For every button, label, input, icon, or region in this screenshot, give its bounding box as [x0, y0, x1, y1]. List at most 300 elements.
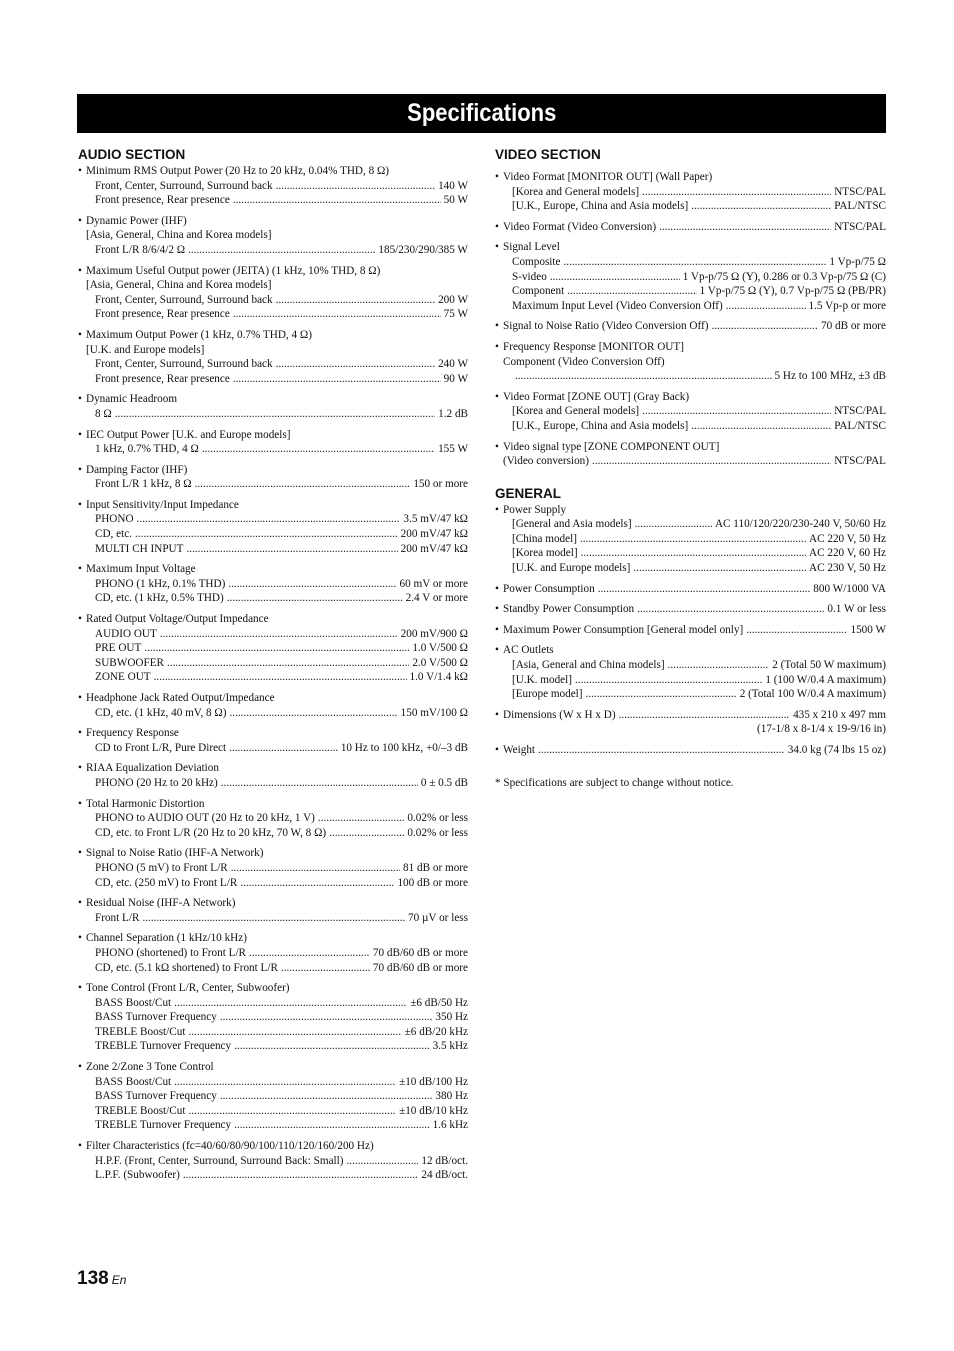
spec-value: 380 Hz: [435, 1090, 468, 1103]
spec-value: 150 or more: [413, 478, 468, 491]
spec-heading: • Damping Factor (IHF): [78, 463, 468, 478]
spec-label: [General and Asia models]: [512, 518, 632, 531]
leader-dots: [329, 826, 404, 841]
spec-heading-row: [495, 602, 886, 617]
spec-row: [78, 961, 468, 976]
spec-label: ZONE OUT: [95, 671, 151, 684]
leader-dots: [174, 996, 407, 1011]
spec-value: 1 Vp-p/75 Ω (Y), 0.7 Vp-p/75 Ω (PB/PR): [699, 285, 886, 298]
leader-dots: [137, 512, 401, 527]
leader-dots: [231, 861, 400, 876]
spec-row: [78, 1154, 468, 1169]
spec-row: [78, 527, 468, 542]
leader-dots: [233, 372, 441, 387]
spec-label: BASS Turnover Frequency: [95, 1090, 217, 1103]
spec-label: AUDIO OUT: [95, 627, 157, 640]
spec-row: [495, 517, 886, 532]
spec-value: AC 110/120/220/230-240 V, 50/60 Hz: [714, 518, 886, 531]
spec-value: 60 mV or more: [399, 577, 468, 590]
leader-dots: [347, 1154, 419, 1169]
spec-value: PAL/NTSC: [834, 419, 886, 432]
spec-heading: • Video Format [MONITOR OUT] (Wall Paper): [495, 170, 886, 185]
spec-item: [78, 612, 468, 685]
spec-row: [78, 741, 468, 756]
spec-item: [78, 562, 468, 606]
spec-label: Front L/R 1 kHz, 8 Ω: [95, 478, 192, 491]
spec-subheading: [Asia, General, China and Korea models]: [86, 229, 272, 242]
page-language: En: [111, 1273, 127, 1287]
spec-heading: • Minimum RMS Output Power (20 Hz to 20 kHz, 0.04% THD, 8 Ω): [78, 164, 468, 179]
spec-item: [78, 214, 468, 258]
leader-dots: [115, 407, 435, 422]
spec-heading: • Power Supply: [495, 503, 886, 518]
spec-heading: • Signal to Noise Ratio (IHF-A Network): [78, 846, 468, 861]
spec-row: [78, 307, 468, 322]
spec-label: • Video Format (Video Conversion): [503, 220, 657, 233]
spec-value: 34.0 kg (74 lbs 15 oz): [787, 744, 886, 756]
spec-heading: • Maximum Output Power (1 kHz, 0.7% THD, 4 Ω): [78, 328, 468, 343]
spec-value: 150 mV/100 Ω: [400, 706, 468, 719]
spec-label: Front, Center, Surround, Surround back: [95, 179, 273, 192]
leader-dots: [188, 1104, 396, 1119]
spec-value: ±10 dB/100 Hz: [399, 1075, 468, 1088]
spec-heading: • Filter Characteristics (fc=40/60/80/90/100/110/120/160/200 Hz): [78, 1139, 468, 1154]
spec-heading: • Maximum Input Voltage: [78, 562, 468, 577]
spec-value: 0.1 W or less: [827, 603, 886, 616]
spec-value: 1 Vp-p/75 Ω (Y), 0.286 or 0.3 Vp-p/75 Ω (C): [682, 270, 886, 283]
spec-value: 200 W: [438, 293, 468, 306]
spec-label: TREBLE Boost/Cut: [95, 1025, 186, 1038]
title-banner: [77, 94, 886, 133]
spec-label: PHONO to AUDIO OUT (20 Hz to 20 kHz, 1 V): [95, 812, 315, 825]
spec-value: 800 W/1000 VA: [813, 582, 886, 595]
spec-label: [Korea and General models]: [512, 405, 640, 418]
spec-row: [78, 1025, 468, 1040]
leader-dots: [174, 1075, 396, 1090]
spec-value: 1.6 kHz: [432, 1119, 468, 1132]
spec-label: • Weight: [503, 744, 536, 756]
spec-row: [78, 1039, 468, 1054]
spec-value: 2 (Total 100 W/0.4 A maximum): [739, 688, 886, 701]
spec-value: 1 (100 W/0.4 A maximum): [765, 673, 886, 686]
spec-heading-row: [495, 319, 886, 334]
leader-dots: [746, 623, 847, 638]
spec-label: CD, etc. (250 mV) to Front L/R: [95, 876, 238, 889]
leader-dots: [538, 743, 785, 758]
spec-heading-row: [495, 743, 886, 758]
leader-dots: [642, 185, 831, 200]
spec-heading-row: [495, 220, 886, 235]
leader-dots: [229, 741, 338, 756]
spec-row: [495, 546, 886, 561]
spec-heading: • Video signal type [ZONE COMPONENT OUT]: [495, 440, 886, 455]
spec-row: [495, 284, 886, 299]
spec-value: AC 220 V, 60 Hz: [809, 547, 886, 560]
spec-value: 200 mV/47 kΩ: [400, 528, 468, 541]
spec-item: [495, 240, 886, 313]
spec-row: [495, 419, 886, 434]
spec-value: NTSC/PAL: [834, 405, 886, 418]
spec-item: [78, 981, 468, 1054]
spec-row: [495, 299, 886, 314]
spec-value: 12 dB/oct.: [421, 1154, 468, 1167]
spec-item: [78, 896, 468, 925]
left-column: [78, 146, 468, 1183]
spec-heading: • Dynamic Power (IHF): [78, 214, 468, 229]
spec-value: NTSC/PAL: [834, 455, 886, 468]
spec-value: 50 W: [443, 194, 468, 207]
spec-value: 90 W: [443, 372, 468, 385]
spec-label: CD, etc. (1 kHz, 0.5% THD): [95, 592, 224, 605]
spec-row: [495, 404, 886, 419]
spec-item: [495, 743, 886, 758]
leader-dots: [221, 776, 418, 791]
spec-row: [495, 185, 886, 200]
spec-label: BASS Turnover Frequency: [95, 1011, 217, 1024]
spec-value: 200 mV/900 Ω: [400, 627, 468, 640]
leader-dots: [276, 293, 435, 308]
spec-row: [78, 477, 468, 492]
spec-row: [78, 357, 468, 372]
spec-label: [Korea and General models]: [512, 185, 640, 198]
spec-row: [78, 706, 468, 721]
spec-item: [495, 503, 886, 576]
spec-label: Maximum Input Level (Video Conversion Off): [512, 299, 723, 312]
spec-value: 81 dB or more: [403, 861, 468, 874]
spec-row: [78, 512, 468, 527]
leader-dots: [581, 546, 806, 561]
spec-item: [495, 582, 886, 597]
leader-dots: [188, 1025, 401, 1040]
spec-row: [495, 673, 886, 688]
spec-item: [78, 463, 468, 492]
spec-subheading: [U.K. and Europe models]: [86, 343, 205, 356]
leader-dots: [240, 876, 394, 891]
leader-dots: [281, 961, 370, 976]
spec-label: • Standby Power Consumption: [503, 603, 635, 616]
spec-value: PAL/NTSC: [834, 200, 886, 213]
spec-value: 240 W: [438, 358, 468, 371]
spec-label: PHONO (20 Hz to 20 kHz): [95, 776, 218, 789]
spec-label: [Europe model]: [512, 688, 583, 701]
spec-item: [78, 392, 468, 421]
leader-dots: [711, 319, 818, 334]
right-column: [495, 146, 886, 790]
leader-dots: [580, 532, 806, 547]
spec-label: SUBWOOFER: [95, 656, 164, 669]
spec-row: [495, 199, 886, 214]
leader-dots: [154, 670, 407, 685]
spec-subheading: [Asia, General, China and Korea models]: [86, 279, 272, 292]
spec-value: 1.2 dB: [438, 407, 468, 420]
spec-heading-row: [495, 582, 886, 597]
spec-label: TREBLE Boost/Cut: [95, 1104, 186, 1117]
spec-label: Front presence, Rear presence: [95, 194, 230, 207]
spec-label: Component: [512, 285, 565, 298]
leader-dots: [249, 946, 370, 961]
leader-dots: [227, 591, 403, 606]
leader-dots: [183, 1168, 419, 1183]
spec-heading: • Residual Noise (IHF-A Network): [78, 896, 468, 911]
spec-label: CD to Front L/R, Pure Direct: [95, 741, 227, 754]
spec-row: [78, 179, 468, 194]
spec-row: [78, 1168, 468, 1183]
spec-item: [78, 761, 468, 790]
spec-value: 155 W: [438, 443, 468, 456]
spec-heading: • Signal Level: [495, 240, 886, 255]
spec-heading: • Frequency Response [MONITOR OUT]: [495, 340, 886, 355]
leader-dots: [598, 582, 811, 597]
leader-dots: [233, 193, 441, 208]
spec-item: [495, 623, 886, 638]
spec-item: [78, 691, 468, 720]
spec-value: 1.5 Vp-p or more: [808, 299, 886, 312]
spec-label: CD, etc. (5.1 kΩ shortened) to Front L/R: [95, 961, 278, 974]
video-spec-list: [495, 170, 886, 469]
spec-label: • Maximum Power Consumption [General model only]: [503, 623, 744, 636]
leader-dots: [220, 1010, 433, 1025]
spec-value: 5 Hz to 100 MHz, ±3 dB: [774, 370, 886, 383]
spec-label: • Dimensions (W x H x D): [503, 708, 616, 721]
leader-dots: [229, 706, 397, 721]
spec-label: [U.K., Europe, China and Asia models]: [512, 200, 689, 213]
leader-dots: [135, 527, 398, 542]
spec-value: 10 Hz to 100 kHz, +0/–3 dB: [340, 741, 468, 754]
spec-row: [78, 577, 468, 592]
spec-row: [78, 193, 468, 208]
spec-row: [78, 372, 468, 387]
spec-row: [78, 861, 468, 876]
leader-dots: [186, 542, 397, 557]
spec-value: 3.5 kHz: [432, 1040, 468, 1053]
spec-label: • Signal to Noise Ratio (Video Conversion Off): [503, 320, 709, 333]
audio-spec-list: [78, 164, 468, 1183]
spec-label: Front, Center, Surround, Surround back: [95, 358, 273, 371]
spec-value: 70 dB/60 dB or more: [372, 961, 468, 974]
spec-value: 185/230/290/385 W: [378, 243, 468, 256]
spec-label: TREBLE Turnover Frequency: [95, 1119, 232, 1132]
spec-row: [495, 687, 886, 702]
spec-row: [78, 1118, 468, 1133]
spec-label: Front L/R: [95, 911, 140, 924]
leader-dots: [234, 1118, 429, 1133]
spec-value: 0 ± 0.5 dB: [420, 776, 468, 789]
spec-value: 100 dB or more: [397, 876, 468, 889]
spec-value: 2.4 V or more: [405, 592, 468, 605]
leader-dots: [726, 299, 806, 314]
spec-row: [78, 656, 468, 671]
spec-item: [495, 319, 886, 334]
spec-label: BASS Boost/Cut: [95, 1075, 172, 1088]
spec-value: 350 Hz: [435, 1011, 468, 1024]
page-number: [77, 1268, 126, 1290]
spec-label: (Video conversion): [503, 455, 590, 468]
spec-heading: • Dynamic Headroom: [78, 392, 468, 407]
spec-item: [495, 708, 886, 737]
spec-row: [78, 542, 468, 557]
leader-dots: [276, 357, 435, 372]
spec-value: NTSC/PAL: [834, 185, 886, 198]
spec-value: ±10 dB/10 kHz: [399, 1104, 468, 1117]
page-number-value: 138: [77, 1268, 109, 1289]
leader-dots: [575, 673, 762, 688]
spec-label: BASS Boost/Cut: [95, 996, 172, 1009]
spec-value: NTSC/PAL: [834, 220, 886, 233]
spec-heading: • Maximum Useful Output power (JEITA) (1 kHz, 10% THD, 8 Ω): [78, 264, 468, 279]
leader-dots: [228, 577, 396, 592]
spec-label: S-video: [512, 270, 547, 283]
spec-item: [495, 170, 886, 214]
spec-item: [495, 602, 886, 617]
video-section-heading: VIDEO SECTION: [495, 147, 601, 162]
spec-heading-row: [495, 708, 886, 723]
spec-value: 1.0 V/500 Ω: [412, 642, 468, 655]
spec-item: [495, 220, 886, 235]
spec-value: 70 dB/60 dB or more: [372, 946, 468, 959]
leader-dots: [668, 658, 770, 673]
spec-label: PHONO (5 mV) to Front L/R: [95, 861, 228, 874]
leader-dots: [142, 911, 405, 926]
spec-item: [78, 931, 468, 975]
spec-label: Front presence, Rear presence: [95, 308, 230, 321]
spec-label: CD, etc. (1 kHz, 40 mV, 8 Ω): [95, 706, 227, 719]
spec-label: [China model]: [512, 532, 577, 545]
leader-dots: [276, 179, 435, 194]
general-section-heading: GENERAL: [495, 485, 562, 501]
spec-subheading: Component (Video Conversion Off): [503, 355, 665, 368]
spec-row: [78, 996, 468, 1011]
spec-value: 1 Vp-p/75 Ω: [829, 255, 886, 268]
spec-label: 8 Ω: [95, 407, 112, 420]
spec-label: TREBLE Turnover Frequency: [95, 1040, 232, 1053]
leader-dots: [202, 442, 435, 457]
spec-row: [495, 532, 886, 547]
spec-label: PHONO (1 kHz, 0.1% THD): [95, 577, 226, 590]
spec-row: [495, 369, 886, 384]
spec-item: [495, 340, 886, 384]
leader-dots: [635, 517, 712, 532]
leader-dots: [592, 454, 831, 469]
leader-dots: [619, 708, 790, 723]
spec-value: 200 mV/47 kΩ: [400, 542, 468, 555]
spec-value: 70 µV or less: [407, 911, 468, 924]
leader-dots: [515, 369, 772, 384]
spec-item: [78, 498, 468, 556]
spec-item: [495, 440, 886, 469]
leader-dots: [233, 307, 441, 322]
spec-value: 2 (Total 50 W maximum): [772, 659, 886, 672]
spec-item: [78, 797, 468, 841]
page-title: Specifications: [406, 99, 557, 127]
leader-dots: [234, 1039, 429, 1054]
spec-row: [78, 826, 468, 841]
spec-value: 1500 W: [850, 623, 886, 636]
spec-value: 0.02% or less: [407, 826, 468, 839]
spec-row: [495, 561, 886, 576]
spec-label: Front L/R 8/6/4/2 Ω: [95, 243, 186, 256]
spec-heading: • Frequency Response: [78, 726, 468, 741]
spec-item: [78, 428, 468, 457]
spec-label: [Korea model]: [512, 547, 578, 560]
spec-heading: • Total Harmonic Distortion: [78, 797, 468, 812]
leader-dots: [550, 270, 680, 285]
spec-heading: • Video Format [ZONE OUT] (Gray Back): [495, 390, 886, 405]
spec-heading: • RIAA Equalization Deviation: [78, 761, 468, 776]
spec-value: 1.0 V/1.4 kΩ: [409, 671, 468, 684]
spec-heading: • IEC Output Power [U.K. and Europe models]: [78, 428, 468, 443]
spec-heading: • AC Outlets: [495, 643, 886, 658]
leader-dots: [586, 687, 737, 702]
spec-heading-row: [495, 623, 886, 638]
leader-dots: [691, 199, 831, 214]
spec-label: CD, etc. to Front L/R (20 Hz to 20 kHz, 70 W, 8 Ω): [95, 826, 327, 839]
spec-item: [78, 1139, 468, 1183]
spec-label: MULTI CH INPUT: [95, 542, 184, 555]
spec-heading: • Headphone Jack Rated Output/Impedance: [78, 691, 468, 706]
spec-row: [78, 627, 468, 642]
spec-value: AC 220 V, 50 Hz: [809, 532, 886, 545]
leader-dots: [642, 404, 831, 419]
leader-dots: [188, 243, 375, 258]
spec-label: [Asia, General and China models]: [512, 659, 665, 672]
spec-row: [78, 1075, 468, 1090]
spec-row: [78, 876, 468, 891]
spec-value: 140 W: [438, 179, 468, 192]
spec-row: [78, 1089, 468, 1104]
spec-label: CD, etc.: [95, 528, 132, 541]
spec-label: [U.K. model]: [512, 673, 572, 686]
spec-value: 435 x 210 x 497 mm: [793, 708, 886, 721]
leader-dots: [691, 419, 831, 434]
spec-row: [78, 243, 468, 258]
spec-value: 3.5 mV/47 kΩ: [403, 513, 468, 526]
footnote: * Specifications are subject to change without notice.: [495, 776, 734, 789]
leader-dots: [633, 561, 806, 576]
spec-heading: • Tone Control (Front L/R, Center, Subwoofer): [78, 981, 468, 996]
spec-item: [78, 328, 468, 386]
spec-heading: • Channel Separation (1 kHz/10 kHz): [78, 931, 468, 946]
spec-row: [78, 293, 468, 308]
spec-row: [78, 591, 468, 606]
spec-value: 70 dB or more: [821, 320, 886, 333]
spec-extra: (17-1/8 x 8-1/4 x 19-9/16 in): [757, 723, 886, 736]
leader-dots: [220, 1089, 433, 1104]
spec-item: [495, 390, 886, 434]
leader-dots: [195, 477, 411, 492]
spec-value: ±6 dB/20 kHz: [404, 1025, 468, 1038]
spec-row: [78, 911, 468, 926]
spec-label: [U.K. and Europe models]: [512, 562, 631, 575]
leader-dots: [144, 641, 409, 656]
spec-label: PRE OUT: [95, 642, 142, 655]
leader-dots: [563, 255, 826, 270]
spec-row: [78, 946, 468, 961]
spec-label: 1 kHz, 0.7% THD, 4 Ω: [95, 443, 199, 456]
spec-row: [495, 270, 886, 285]
spec-label: Front presence, Rear presence: [95, 372, 230, 385]
leader-dots: [659, 220, 831, 235]
spec-value: 75 W: [443, 308, 468, 321]
spec-row: [495, 658, 886, 673]
leader-dots: [637, 602, 824, 617]
spec-item: [495, 643, 886, 701]
spec-item: [78, 846, 468, 890]
leader-dots: [318, 811, 405, 826]
spec-row: [495, 255, 886, 270]
spec-row: [78, 811, 468, 826]
spec-value: AC 230 V, 50 Hz: [809, 562, 886, 575]
spec-row: [78, 670, 468, 685]
